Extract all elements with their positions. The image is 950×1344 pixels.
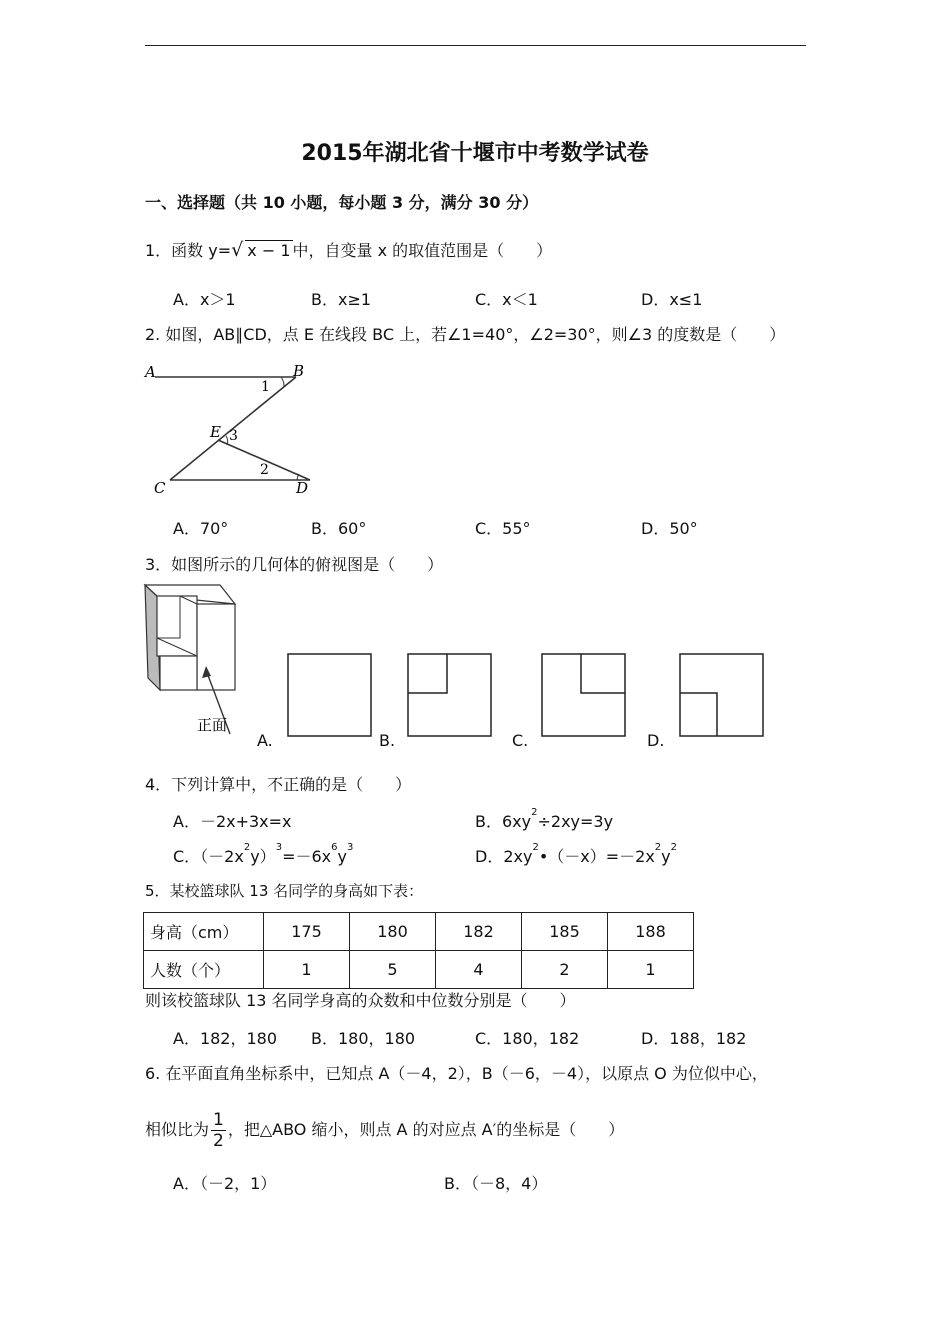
- q1-suffix: 中，自变量 x 的取值范围是（ ）: [292, 241, 553, 260]
- q1-option-b: B．x≥1: [311, 290, 372, 309]
- square-d: [680, 654, 763, 736]
- table-cell: 1: [608, 951, 694, 989]
- question-6: 6. 在平面直角坐标系中，已知点 A（－4，2），B（－6，－4），以原点 O 为位似中心，: [145, 1064, 768, 1083]
- section-heading: 一、选择题（共 10 小题，每小题 3 分，满分 30 分）: [145, 193, 539, 212]
- q3-option-a-label: A.: [257, 731, 273, 750]
- question-2: 2. 如图，AB∥CD，点 E 在线段 BC 上，若∠1=40°，∠2=30°，则∠3 的度数是（ ）: [145, 325, 786, 344]
- q6-option-a: A．（－2，1）: [173, 1174, 277, 1193]
- q1-radicand: x − 1: [247, 241, 291, 260]
- square-b: [408, 654, 491, 736]
- label-b: B: [293, 362, 305, 380]
- table-row: [144, 913, 694, 951]
- height-table: [143, 912, 694, 989]
- header-rule: [145, 45, 806, 46]
- question-1: [145, 238, 552, 261]
- question-6-line-2: 相似比为 $\frac{1}{2}$ ，把△ABO 缩小，则点 A 的对应点 A′的坐标是（ ）: [145, 1110, 625, 1151]
- q2-figure: [140, 360, 320, 500]
- table-cell: 5: [350, 951, 436, 989]
- inner-b: [408, 654, 447, 693]
- q3-option-a-figure: [287, 653, 372, 737]
- q3-solid-figure: [140, 582, 250, 742]
- inner-d: [680, 693, 717, 736]
- q2-option-d: D．50°: [641, 519, 698, 538]
- q3-option-b-figure: [407, 653, 492, 737]
- q2-option-b: B．60°: [311, 519, 367, 538]
- table-cell: 188: [608, 913, 694, 951]
- front-label: 正面: [197, 716, 228, 734]
- q5-option-c: C．180，182: [475, 1029, 580, 1048]
- label-1: 1: [261, 379, 270, 395]
- table-cell: 人数（个）: [144, 951, 264, 989]
- q4-option-a: A．－2x+3x=x: [173, 812, 292, 831]
- q2-option-c: C．55°: [475, 519, 531, 538]
- sqrt-sign: √: [231, 239, 244, 261]
- square-a: [288, 654, 371, 736]
- label-c: C: [154, 479, 166, 497]
- q1-option-a: A．x＞1: [173, 290, 236, 309]
- table-cell: 4: [436, 951, 522, 989]
- q5-option-a: A．182，180: [173, 1029, 278, 1048]
- label-2: 2: [260, 462, 269, 478]
- q3-option-c-figure: [541, 653, 626, 737]
- q6-option-b: B．（－8，4）: [444, 1174, 548, 1193]
- table-cell: 身高（cm）: [144, 913, 264, 951]
- q3-option-d-label: D.: [647, 731, 665, 750]
- q1-option-d: D．x≤1: [641, 290, 703, 309]
- question-4: 4．下列计算中，不正确的是（ ）: [145, 775, 412, 794]
- label-e: E: [210, 423, 221, 441]
- q3-option-c-label: C.: [512, 731, 529, 750]
- q3-option-d-figure: [679, 653, 764, 737]
- table-row: [144, 951, 694, 989]
- table-cell: 180: [350, 913, 436, 951]
- q2-option-a: A．70°: [173, 519, 229, 538]
- table-cell: 185: [522, 913, 608, 951]
- fraction-one-half: $\frac{1}{2}$: [213, 1110, 224, 1151]
- table-cell: 175: [264, 913, 350, 951]
- q1-option-c: C．x＜1: [475, 290, 538, 309]
- q5-option-b: B．180，180: [311, 1029, 416, 1048]
- question-5: 5．某校篮球队 13 名同学的身高如下表：: [145, 882, 424, 900]
- square-c: [542, 654, 625, 736]
- label-a: A: [145, 363, 156, 381]
- table-cell: 182: [436, 913, 522, 951]
- solid-front-lower: [160, 656, 197, 690]
- angle-1-arc: [281, 377, 284, 387]
- question-3: 3．如图所示的几何体的俯视图是（ ）: [145, 555, 444, 574]
- table-cell: 1: [264, 951, 350, 989]
- label-d: D: [296, 479, 309, 497]
- q1-prefix: 1．函数 y=: [145, 241, 232, 260]
- table-cell: 2: [522, 951, 608, 989]
- inner-c: [581, 654, 625, 693]
- q5-question-text: 则该校篮球队 13 名同学身高的众数和中位数分别是（ ）: [145, 991, 576, 1010]
- q4-option-c: C．$(-2x^2y)^3=-6x^6y^3$: [173, 842, 354, 866]
- q3-option-b-label: B.: [379, 731, 396, 750]
- page-title: 2015年湖北省十堰市中考数学试卷: [301, 141, 649, 166]
- q4-option-d: D．$2xy^2•(-x)=-2x^2y^2$: [475, 842, 678, 866]
- q4-option-b: B．$6xy^2\div 2xy=3y$: [475, 807, 614, 831]
- label-3: 3: [229, 428, 238, 444]
- q5-option-d: D．188，182: [641, 1029, 747, 1048]
